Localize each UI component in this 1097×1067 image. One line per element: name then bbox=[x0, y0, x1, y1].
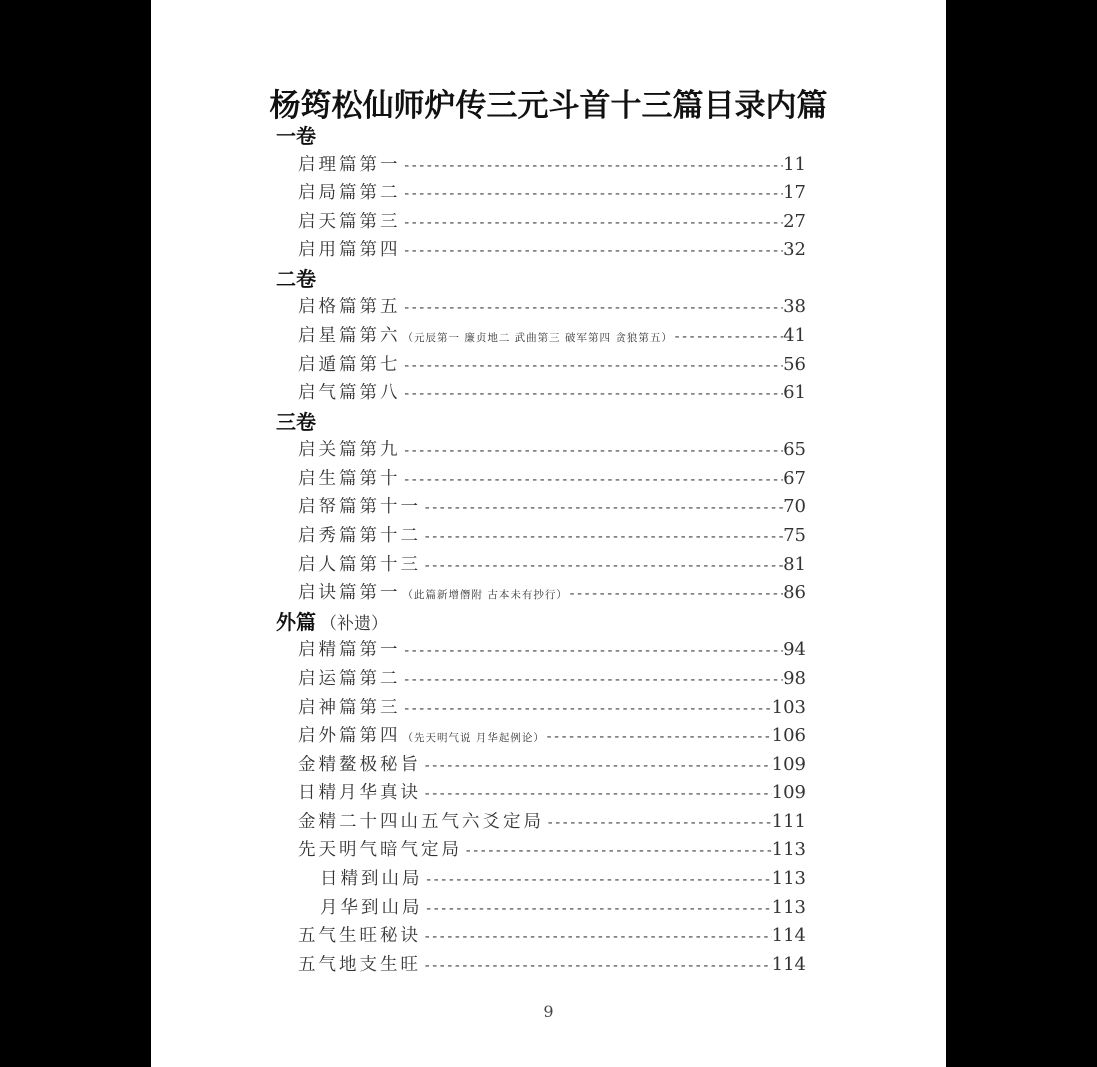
dot-leader bbox=[403, 209, 784, 238]
toc-entry-subtitle: （元辰第一 廉贞地二 武曲第三 破军第四 贪狼第五） bbox=[402, 331, 673, 344]
toc-entry-page: 113 bbox=[771, 896, 806, 918]
toc-entry-title: 启理篇第一 bbox=[298, 154, 401, 175]
toc-entry-page: 27 bbox=[783, 210, 806, 232]
toc-entry bbox=[276, 636, 806, 665]
toc-entry bbox=[276, 894, 806, 923]
toc-entry-title: 先天明气暗气定局 bbox=[298, 840, 462, 861]
toc-entry bbox=[276, 493, 806, 522]
section-heading bbox=[276, 608, 806, 637]
toc-entry-page: 61 bbox=[783, 382, 806, 404]
section-heading bbox=[276, 265, 806, 294]
section-heading-note: （补遗） bbox=[320, 613, 388, 634]
toc-entry bbox=[276, 922, 806, 951]
toc-entry bbox=[276, 865, 806, 894]
toc-entry-page: 56 bbox=[783, 353, 806, 375]
toc-entry-title: 启关篇第九 bbox=[298, 440, 401, 461]
toc-entry-page: 65 bbox=[783, 439, 806, 461]
toc-entry-title: 启生篇第十 bbox=[298, 468, 401, 489]
toc-entry-page: 11 bbox=[783, 153, 806, 175]
toc-entry-title: 五气生旺秘诀 bbox=[298, 926, 421, 947]
toc-entry-page: 81 bbox=[783, 553, 806, 575]
dot-leader bbox=[423, 780, 772, 809]
dot-leader bbox=[423, 552, 783, 581]
section-heading bbox=[276, 408, 806, 437]
dot-leader bbox=[673, 323, 783, 352]
toc-entry bbox=[276, 836, 806, 865]
table-of-contents bbox=[276, 122, 806, 979]
toc-entry-page: 114 bbox=[771, 953, 806, 975]
toc-entry bbox=[276, 779, 806, 808]
dot-leader bbox=[403, 152, 784, 181]
toc-entry-page: 32 bbox=[783, 239, 806, 261]
toc-entry-title: 启神篇第三 bbox=[298, 697, 401, 718]
toc-entry-title: 五气地支生旺 bbox=[298, 954, 421, 975]
dot-leader bbox=[568, 580, 783, 609]
toc-entry-page: 106 bbox=[771, 725, 806, 747]
toc-entry bbox=[276, 579, 806, 608]
toc-entry bbox=[276, 551, 806, 580]
toc-entry-page: 98 bbox=[783, 667, 806, 689]
toc-entry-title: 金精鳌极秘旨 bbox=[298, 754, 421, 775]
dot-leader bbox=[545, 723, 772, 752]
toc-entry bbox=[276, 808, 806, 837]
toc-entry bbox=[276, 322, 806, 351]
toc-entry-title: 启帑篇第十一 bbox=[298, 497, 421, 518]
toc-entry-subtitle: （先天明气说 月华起例论） bbox=[402, 732, 545, 745]
toc-entry bbox=[276, 751, 806, 780]
toc-entry bbox=[276, 665, 806, 694]
toc-entry-title: 启遁篇第七 bbox=[298, 354, 401, 375]
section-heading bbox=[276, 122, 806, 151]
dot-leader bbox=[423, 923, 772, 952]
dot-leader bbox=[403, 294, 784, 323]
toc-entry bbox=[276, 722, 806, 751]
toc-entry-title: 启精篇第一 bbox=[298, 640, 401, 661]
toc-entry bbox=[276, 379, 806, 408]
toc-entry bbox=[276, 465, 806, 494]
dot-leader bbox=[423, 523, 783, 552]
dot-leader bbox=[423, 952, 772, 981]
toc-entry-title: 启外篇第四 bbox=[298, 726, 401, 747]
toc-entry-page: 113 bbox=[771, 839, 806, 861]
document-page bbox=[151, 0, 946, 1067]
toc-entry-page: 17 bbox=[783, 182, 806, 204]
toc-entry-title: 启格篇第五 bbox=[298, 297, 401, 318]
toc-entry-page: 86 bbox=[783, 582, 806, 604]
toc-entry-page: 109 bbox=[771, 753, 806, 775]
toc-entry-page: 94 bbox=[783, 639, 806, 661]
dot-leader bbox=[403, 180, 784, 209]
dot-leader bbox=[403, 437, 784, 466]
toc-entry bbox=[276, 694, 806, 723]
page-number: 9 bbox=[543, 1002, 554, 1021]
section-heading-label: 二卷 bbox=[276, 266, 316, 291]
toc-entry-title: 启气篇第八 bbox=[298, 383, 401, 404]
toc-entry-page: 38 bbox=[783, 296, 806, 318]
toc-entry-title: 启局篇第二 bbox=[298, 183, 401, 204]
toc-entry bbox=[276, 951, 806, 980]
dot-leader bbox=[423, 494, 783, 523]
page-title: 杨筠松仙师炉传三元斗首十三篇目录内篇 bbox=[269, 88, 828, 124]
toc-entry-page: 111 bbox=[771, 810, 806, 832]
dot-leader bbox=[403, 695, 772, 724]
toc-entry-title: 日精到山局 bbox=[320, 869, 423, 890]
toc-entry-page: 41 bbox=[783, 324, 806, 346]
section-heading-label: 外篇 bbox=[276, 609, 316, 634]
toc-entry-page: 103 bbox=[771, 696, 806, 718]
toc-entry-title: 金精二十四山五气六爻定局 bbox=[298, 811, 544, 832]
toc-entry-title: 启星篇第六 bbox=[298, 325, 401, 346]
toc-entry bbox=[276, 179, 806, 208]
toc-entry-page: 114 bbox=[771, 925, 806, 947]
toc-entry bbox=[276, 436, 806, 465]
toc-entry-title: 启运篇第二 bbox=[298, 668, 401, 689]
toc-entry-title: 启天篇第三 bbox=[298, 211, 401, 232]
toc-entry-title: 日精月华真诀 bbox=[298, 783, 421, 804]
toc-entry-page: 67 bbox=[783, 467, 806, 489]
toc-entry bbox=[276, 236, 806, 265]
toc-entry-title: 启用篇第四 bbox=[298, 240, 401, 261]
dot-leader bbox=[403, 352, 784, 381]
dot-leader bbox=[464, 837, 772, 866]
toc-entry-title: 月华到山局 bbox=[320, 897, 423, 918]
toc-entry bbox=[276, 208, 806, 237]
toc-entry-title: 启秀篇第十二 bbox=[298, 526, 421, 547]
toc-entry bbox=[276, 351, 806, 380]
toc-entry bbox=[276, 151, 806, 180]
dot-leader bbox=[403, 466, 784, 495]
dot-leader bbox=[423, 752, 772, 781]
toc-entry-page: 109 bbox=[771, 782, 806, 804]
toc-entry bbox=[276, 522, 806, 551]
section-heading-label: 一卷 bbox=[276, 124, 316, 148]
dot-leader bbox=[403, 237, 784, 266]
toc-entry-subtitle: （此篇新增僭附 古本未有抄行） bbox=[402, 589, 568, 602]
dot-leader bbox=[403, 666, 784, 695]
toc-entry-title: 启人篇第十三 bbox=[298, 554, 421, 575]
section-heading-label: 三卷 bbox=[276, 409, 316, 434]
dot-leader bbox=[403, 637, 784, 666]
dot-leader bbox=[403, 380, 784, 409]
dot-leader bbox=[546, 809, 772, 838]
dot-leader bbox=[425, 895, 772, 924]
toc-entry-page: 70 bbox=[783, 496, 806, 518]
toc-entry-page: 75 bbox=[783, 525, 806, 547]
dot-leader bbox=[425, 866, 772, 895]
toc-entry-title: 启诀篇第一 bbox=[298, 583, 401, 604]
toc-entry bbox=[276, 293, 806, 322]
toc-entry-page: 113 bbox=[771, 868, 806, 890]
